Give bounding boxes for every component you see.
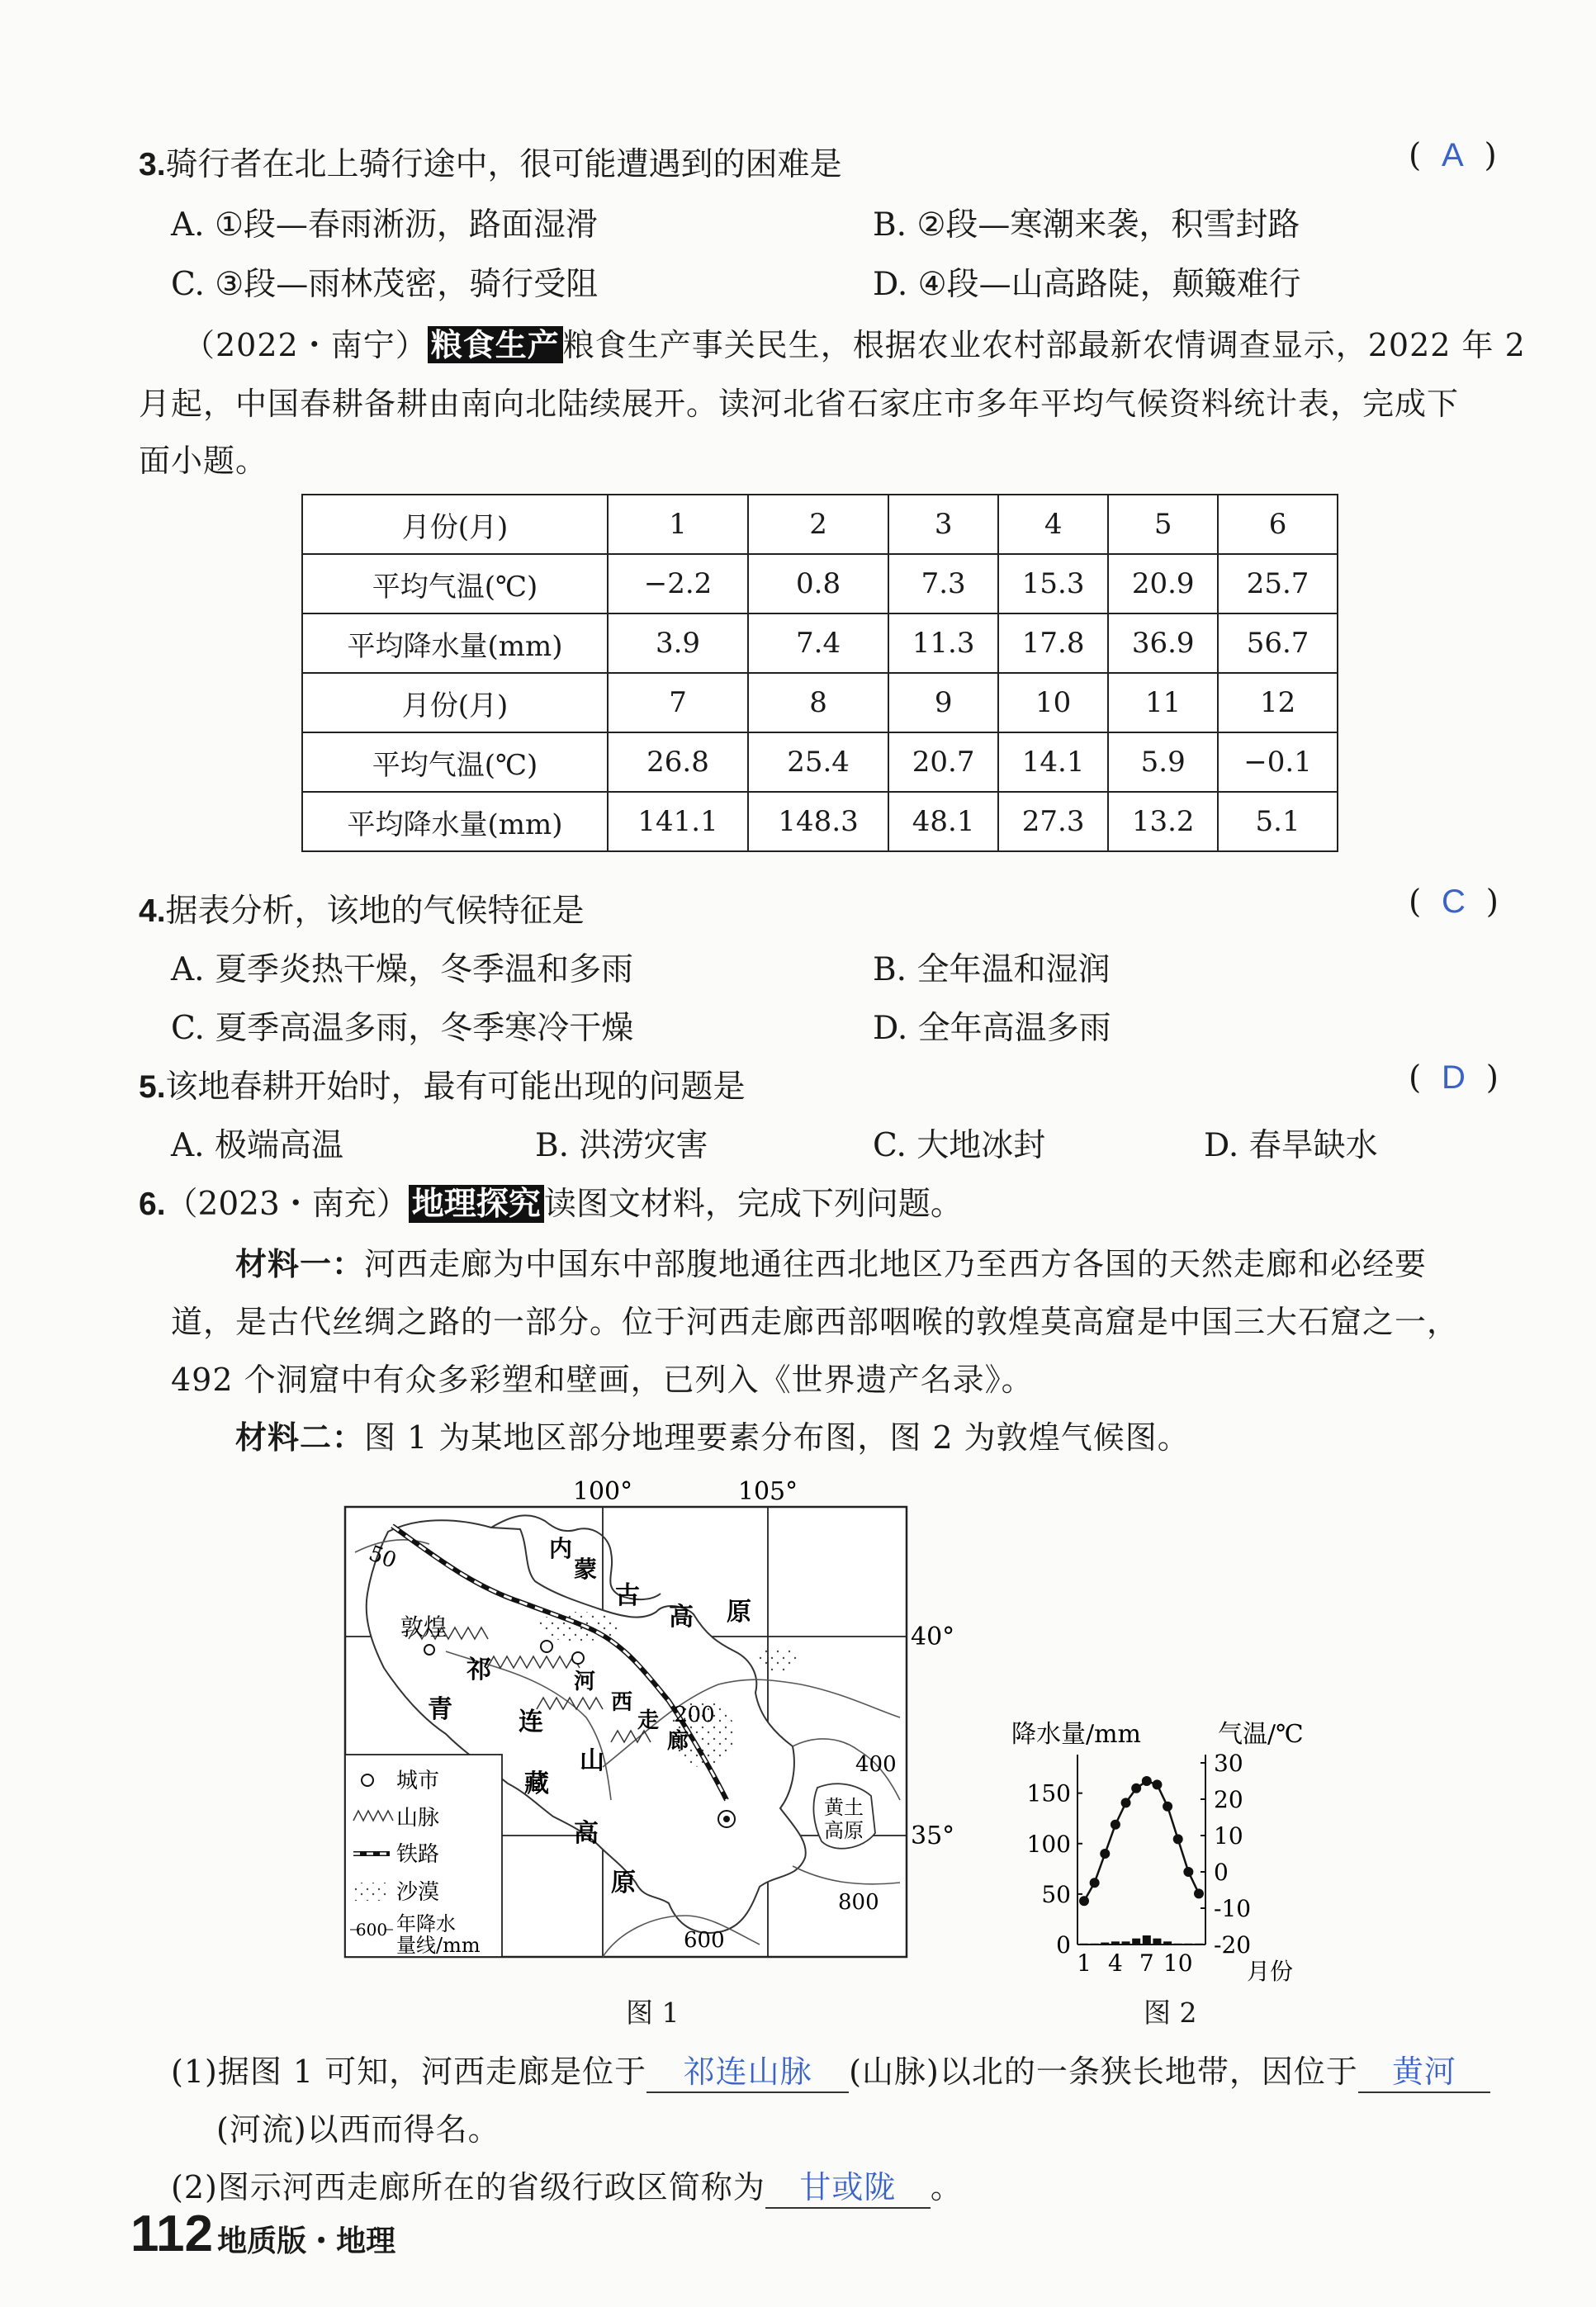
label-dunhuang: 敦煌	[400, 1613, 448, 1641]
q5-option-b: B. 洪涝灾害	[535, 1127, 708, 1164]
table-cell: 3	[888, 495, 998, 554]
q4-answer: C	[1442, 883, 1466, 920]
y-right-tick-label: -20	[1214, 1931, 1252, 1959]
table-cell: 4	[998, 495, 1108, 554]
y-left-tick-label: 50	[1041, 1880, 1071, 1908]
q6-sub1-line1: (1)据图 1 可知，河西走廊是位于 祁连山脉 (山脉)以北的一条狭长地带，因位于 黄河	[171, 2046, 1490, 2093]
q6-stem: 6.（2023・南充） 地理探究 读图文材料，完成下列问题。	[139, 1185, 963, 1223]
precip-bar	[1080, 1944, 1088, 1945]
svg-text:祁: 祁	[466, 1656, 491, 1684]
precip-bar	[1153, 1939, 1161, 1945]
x-tick-label: 4	[1107, 1949, 1123, 1977]
label-iso-50: 50	[365, 1541, 400, 1574]
svg-text:藏: 藏	[524, 1769, 549, 1798]
table-cell: 36.9	[1108, 613, 1218, 673]
q3-stem: 3.骑行者在北上骑行途中，很可能遭遇到的困难是	[139, 146, 842, 183]
table-cell: −0.1	[1218, 732, 1338, 792]
temp-point	[1111, 1820, 1120, 1830]
precip-bar	[1143, 1935, 1151, 1945]
svg-text:量线/mm: 量线/mm	[396, 1934, 481, 1957]
q3-answer: A	[1442, 137, 1464, 173]
q4-answer-box: ( C )	[1409, 883, 1499, 921]
intro-line3: 面小题。	[139, 443, 268, 479]
q6-topic-tag: 地理探究	[409, 1185, 544, 1223]
footer-text: 地质版・地理	[217, 2224, 396, 2257]
table-cell: 25.7	[1218, 554, 1338, 613]
temp-point	[1090, 1878, 1100, 1888]
climate-table	[301, 494, 1338, 852]
temp-point	[1194, 1888, 1204, 1898]
material-1-line3: 492 个洞窟中有众多彩塑和壁画，已列入《世界遗产名录》。	[171, 1362, 1034, 1398]
climate-xlabel: 月份	[1247, 1958, 1294, 1985]
table-row	[302, 673, 1338, 732]
q4-option-a: A. 夏季炎热干燥，冬季温和多雨	[171, 951, 633, 988]
climate-ylabel-left: 降水量/mm	[1011, 1720, 1142, 1749]
label-lat-35: 35°	[911, 1821, 955, 1850]
q5-answer: D	[1442, 1059, 1466, 1096]
table-cell: 6	[1218, 495, 1338, 554]
table-cell: 17.8	[998, 613, 1108, 673]
precip-bar	[1132, 1939, 1140, 1945]
svg-text:青: 青	[428, 1695, 452, 1724]
precip-bar	[1101, 1943, 1109, 1945]
precip-bar	[1122, 1941, 1130, 1945]
intro-line1: （2022・南宁） 粮食生产 粮食生产事关民生，根据农业农村部最新农情调查显示，2022 年 2	[183, 326, 1526, 363]
q5-stem: 5.该地春耕开始时，最有可能出现的问题是	[139, 1068, 746, 1106]
material-2: 材料二：图 1 为某地区部分地理要素分布图，图 2 为敦煌气候图。	[235, 1419, 1190, 1456]
q5-option-d: D. 春旱缺水	[1204, 1127, 1378, 1164]
figure-2-caption: 图 2	[1144, 1997, 1197, 2029]
y-right-tick-label: -10	[1214, 1895, 1252, 1922]
table-row	[302, 613, 1338, 673]
precip-bar	[1111, 1941, 1120, 1945]
q4-option-d: D. 全年高温多雨	[873, 1010, 1111, 1047]
svg-text:古: 古	[615, 1581, 640, 1610]
page-number: 112	[130, 2205, 214, 2262]
table-cell: 148.3	[748, 792, 888, 851]
table-cell: 27.3	[998, 792, 1108, 851]
figure-1-map	[330, 1470, 955, 1998]
precip-bar	[1184, 1944, 1192, 1945]
precip-bar	[1163, 1941, 1172, 1945]
svg-text:高原: 高原	[824, 1819, 864, 1842]
svg-text:高: 高	[574, 1819, 599, 1848]
table-row	[302, 554, 1338, 613]
table-cell: 14.1	[998, 732, 1108, 792]
q3-option-a: A. ①段—春雨淅沥，路面湿滑	[171, 206, 598, 244]
q3-option-c: C. ③段—雨林茂密，骑行受阻	[171, 266, 599, 303]
table-cell: 26.8	[608, 732, 748, 792]
svg-text:原: 原	[611, 1869, 636, 1897]
material-1-line1: 材料一：河西走廊为中国东中部腹地通往西北地区乃至西方各国的天然走廊和必经要	[235, 1245, 1428, 1282]
label-iso-800: 800	[838, 1890, 879, 1915]
svg-text:河: 河	[574, 1670, 596, 1694]
table-cell: 56.7	[1218, 613, 1338, 673]
material-1-line2: 道，是古代丝绸之路的一部分。位于河西走廊西部咽喉的敦煌莫高窟是中国三大石窟之一，	[171, 1304, 1460, 1340]
label-iso-200: 200	[674, 1703, 715, 1727]
q3-option-b: B. ②段—寒潮来袭，积雪封路	[873, 206, 1300, 244]
table-cell: 48.1	[888, 792, 998, 851]
x-tick-label: 7	[1139, 1949, 1154, 1977]
q4-option-c: C. 夏季高温多雨，冬季寒冷干燥	[171, 1010, 634, 1047]
table-row-header: 平均气温(℃)	[302, 554, 608, 613]
table-cell: 10	[998, 673, 1108, 732]
precip-bar	[1195, 1944, 1203, 1945]
legend-isoline: 年降水	[396, 1912, 456, 1935]
temp-point	[1163, 1802, 1172, 1812]
svg-text:蒙: 蒙	[574, 1556, 598, 1583]
table-row-header: 平均降水量(mm)	[302, 792, 608, 851]
table-cell: 7	[608, 673, 748, 732]
table-cell: 0.8	[748, 554, 888, 613]
table-cell: 13.2	[1108, 792, 1218, 851]
q5-option-a: A. 极端高温	[171, 1127, 343, 1164]
climate-ylabel-right: 气温/℃	[1218, 1720, 1304, 1749]
table-cell: 20.7	[888, 732, 998, 792]
q4-stem: 4.据表分析，该地的气候特征是	[139, 893, 585, 930]
temp-point	[1131, 1784, 1141, 1793]
table-cell: 8	[748, 673, 888, 732]
table-cell: 2	[748, 495, 888, 554]
y-right-tick-label: 10	[1214, 1822, 1243, 1850]
page-footer	[130, 2205, 395, 2263]
q6-sub2: (2)图示河西走廊所在的省级行政区简称为 甘或陇 。	[171, 2162, 963, 2209]
temp-point	[1121, 1798, 1131, 1807]
svg-text:走: 走	[637, 1708, 660, 1733]
table-row-header: 平均气温(℃)	[302, 732, 608, 792]
table-cell: 12	[1218, 673, 1338, 732]
temp-point	[1079, 1896, 1089, 1906]
y-left-tick-label: 100	[1026, 1830, 1071, 1858]
table-cell: 141.1	[608, 792, 748, 851]
table-cell: 9	[888, 673, 998, 732]
answer-blank-province: 甘或陇	[765, 2162, 931, 2209]
legend-mountain: 山脉	[396, 1806, 440, 1831]
svg-text:原: 原	[727, 1598, 751, 1627]
table-cell: 5	[1108, 495, 1218, 554]
temp-point	[1100, 1849, 1110, 1859]
y-right-tick-label: 20	[1214, 1786, 1243, 1813]
svg-text:高: 高	[669, 1603, 694, 1632]
label-iso-400: 400	[855, 1752, 897, 1777]
q4-option-b: B. 全年温和湿润	[873, 951, 1111, 988]
svg-text:廊: 廊	[667, 1729, 689, 1754]
table-row	[302, 732, 1338, 792]
q6-sub1-line2: (河流)以西而得名。	[216, 2111, 500, 2148]
label-lon-100: 100°	[572, 1477, 633, 1506]
svg-text:山: 山	[580, 1746, 604, 1775]
label-lon-105: 105°	[737, 1477, 798, 1506]
table-cell: 11.3	[888, 613, 998, 673]
table-cell: 25.4	[748, 732, 888, 792]
answer-blank-river: 黄河	[1358, 2046, 1490, 2093]
x-tick-label: 1	[1077, 1949, 1092, 1977]
table-cell: 7.4	[748, 613, 888, 673]
figure-1-caption: 图 1	[626, 1997, 680, 2029]
y-left-tick-label: 150	[1026, 1779, 1071, 1807]
svg-text:黄土: 黄土	[824, 1796, 864, 1819]
y-right-tick-label: 30	[1214, 1750, 1243, 1777]
x-tick-label: 10	[1163, 1949, 1193, 1977]
precip-bar	[1174, 1944, 1182, 1945]
temp-point	[1183, 1867, 1193, 1877]
svg-text:西: 西	[611, 1690, 633, 1715]
figure-2-climate-chart	[1011, 1713, 1342, 1994]
y-right-tick-label: 0	[1214, 1859, 1229, 1886]
precip-bar	[1091, 1944, 1099, 1945]
legend-desert: 沙漠	[396, 1880, 440, 1905]
table-cell: 3.9	[608, 613, 748, 673]
intro-line2: 月起，中国春耕备耕由南向北陆续展开。读河北省石家庄市多年平均气候资料统计表，完成下	[139, 386, 1460, 422]
table-row-header: 月份(月)	[302, 673, 608, 732]
table-cell: 1	[608, 495, 748, 554]
table-row	[302, 792, 1338, 851]
table-cell: 5.1	[1218, 792, 1338, 851]
legend-city: 城市	[396, 1769, 440, 1793]
q3-number: 3.	[139, 147, 166, 182]
q5-option-c: C. 大地冰封	[873, 1127, 1046, 1164]
table-cell: 15.3	[998, 554, 1108, 613]
q5-answer-box: ( D )	[1409, 1059, 1499, 1097]
table-cell: 20.9	[1108, 554, 1218, 613]
svg-text:600: 600	[355, 1920, 388, 1940]
q3-option-d: D. ④段—山高路陡，颠簸难行	[873, 266, 1301, 303]
topic-tag: 粮食生产	[428, 326, 563, 363]
temp-point	[1152, 1779, 1162, 1789]
temp-point	[1173, 1834, 1183, 1844]
temp-point	[1142, 1776, 1152, 1786]
label-iso-600: 600	[684, 1928, 725, 1953]
table-cell: 11	[1108, 673, 1218, 732]
table-row	[302, 495, 1338, 554]
table-row-header: 平均降水量(mm)	[302, 613, 608, 673]
svg-text:连: 连	[519, 1708, 543, 1736]
y-left-tick-label: 0	[1056, 1931, 1071, 1959]
table-cell: 5.9	[1108, 732, 1218, 792]
q3-answer-box: ( A )	[1409, 137, 1497, 174]
answer-blank-mountain: 祁连山脉	[646, 2046, 849, 2093]
label-lat-40: 40°	[911, 1622, 955, 1651]
table-cell: −2.2	[608, 554, 748, 613]
table-cell: 7.3	[888, 554, 998, 613]
svg-text:内: 内	[549, 1535, 573, 1562]
table-row-header: 月份(月)	[302, 495, 608, 554]
legend-rail: 铁路	[396, 1842, 440, 1867]
